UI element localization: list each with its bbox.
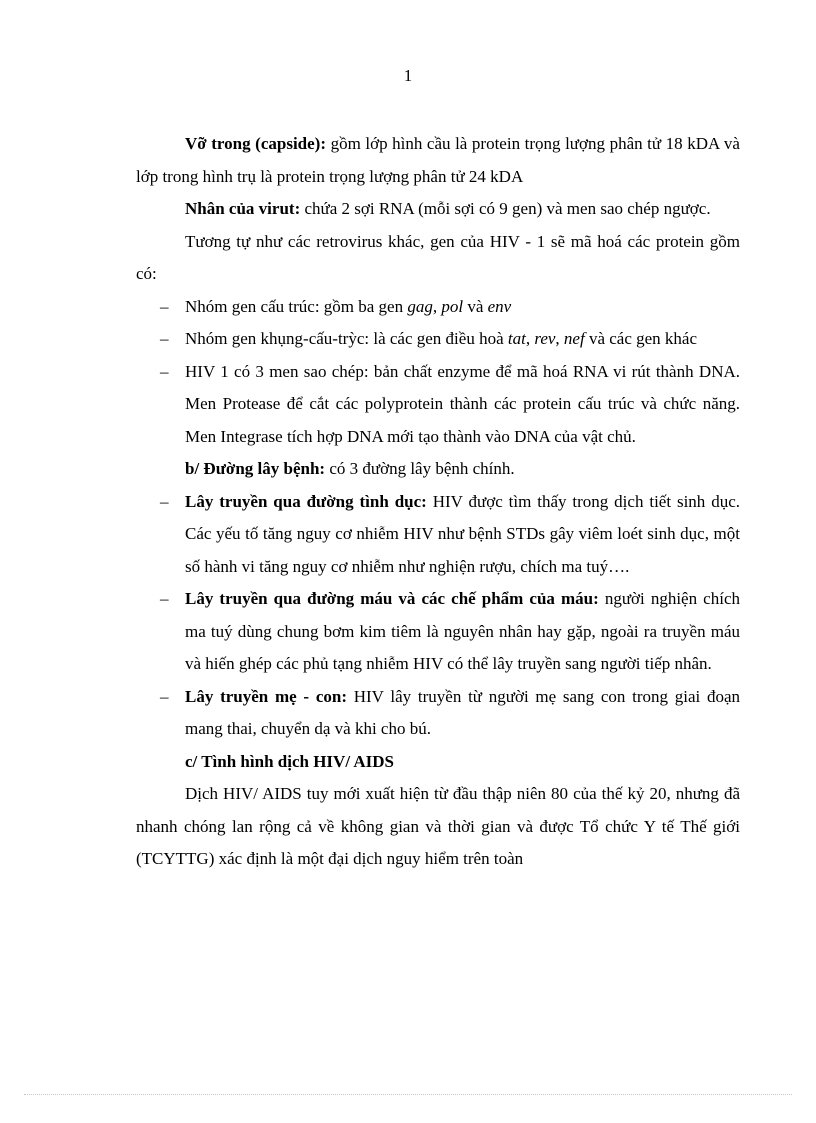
nucleus-paragraph [136, 193, 740, 226]
page-bottom-divider [24, 1094, 792, 1095]
retrovirus-paragraph: Tương tự như các retrovirus khác, gen của HIV - 1 sẽ mã hoá các protein gồm có: [136, 231, 740, 283]
capside-paragraph [136, 128, 740, 193]
page-number: 1 [403, 66, 413, 85]
list-item: – HIV 1 có 3 men sao chép: bản chất enzyme để mã hoá RNA vi rút thành DNA. Men Protease để cắt các polyprotein thành các protein cấu trúc và chức năng. Men Integrase tích hợp DNA mới tạo thành vào DNA của vật chủ. [136, 356, 740, 454]
list-item: – Lây truyền qua đường tình dục: HIV được tìm thấy trong dịch tiết sinh dục. Các yếu tố tăng nguy cơ nhiễm HIV như bệnh STDs gây viêm loét sinh dục, một số hành vi tăng nguy cơ nhiễm như nghiện rượu, chích ma tuý…. [136, 486, 740, 584]
transmission-list [136, 486, 740, 746]
bullet-dash: – [160, 329, 169, 348]
list-item: – Lây truyền mẹ - con: HIV lây truyền từ người mẹ sang con trong giai đoạn mang thai, chuyển dạ và khi cho bú. [136, 681, 740, 746]
transmission-heading-label: b/ Đường lây bệnh: [185, 459, 326, 478]
bullet-dash: – [160, 589, 169, 608]
list-item: – Lây truyền qua đường máu và các chế phẩm của máu: người nghiện chích ma tuý dùng chung bơm kim tiêm là nguyên nhân hay gặp, ngoài ra truyền máu và hiến ghép các phủ tạng nhiễm HIV có thể lây truyền sang người tiếp nhân. [136, 583, 740, 681]
list-item: – Nhóm gen cấu trúc: gồm ba gen gag, pol và env [136, 291, 740, 324]
situation-heading: c/ Tình hình dịch HIV/ AIDS [185, 751, 394, 771]
document-body [136, 128, 740, 876]
gene-list [136, 291, 740, 454]
bullet-dash: – [160, 361, 169, 381]
capside-text: gồm lớp hình cầu là protein trọng lượng phân tử 18 kDA và lớp trong hình trụ là protein trọng lượng phân tử 24 kDA [136, 134, 740, 186]
transmission-heading: b/ Đường lây bệnh: có 3 đường lây bệnh chính. [185, 459, 515, 478]
capside-label: Vỡ trong (capside): [185, 134, 326, 153]
bullet-dash: – [160, 296, 169, 316]
nucleus-label: Nhân của virut: [185, 199, 301, 218]
bullet-dash: – [160, 686, 169, 706]
list-item: – Nhóm gen khụng-cấu-trỳc: là các gen điều hoà tat, rev, nef và các gen khác [136, 323, 740, 356]
situation-paragraph: Dịch HIV/ AIDS tuy mới xuất hiện từ đầu thập niên 80 của thế kỷ 20, nhưng đã nhanh chóng lan rộng cả về không gian và thời gian và được Tổ chức Y tế Thế giới (TCYTTG) xác định là một đại dịch nguy hiểm trên toàn [136, 784, 740, 868]
bullet-dash: – [160, 491, 169, 511]
nucleus-text: chứa 2 sợi RNA (mỗi sợi có 9 gen) và men sao chép ngược. [300, 199, 711, 218]
